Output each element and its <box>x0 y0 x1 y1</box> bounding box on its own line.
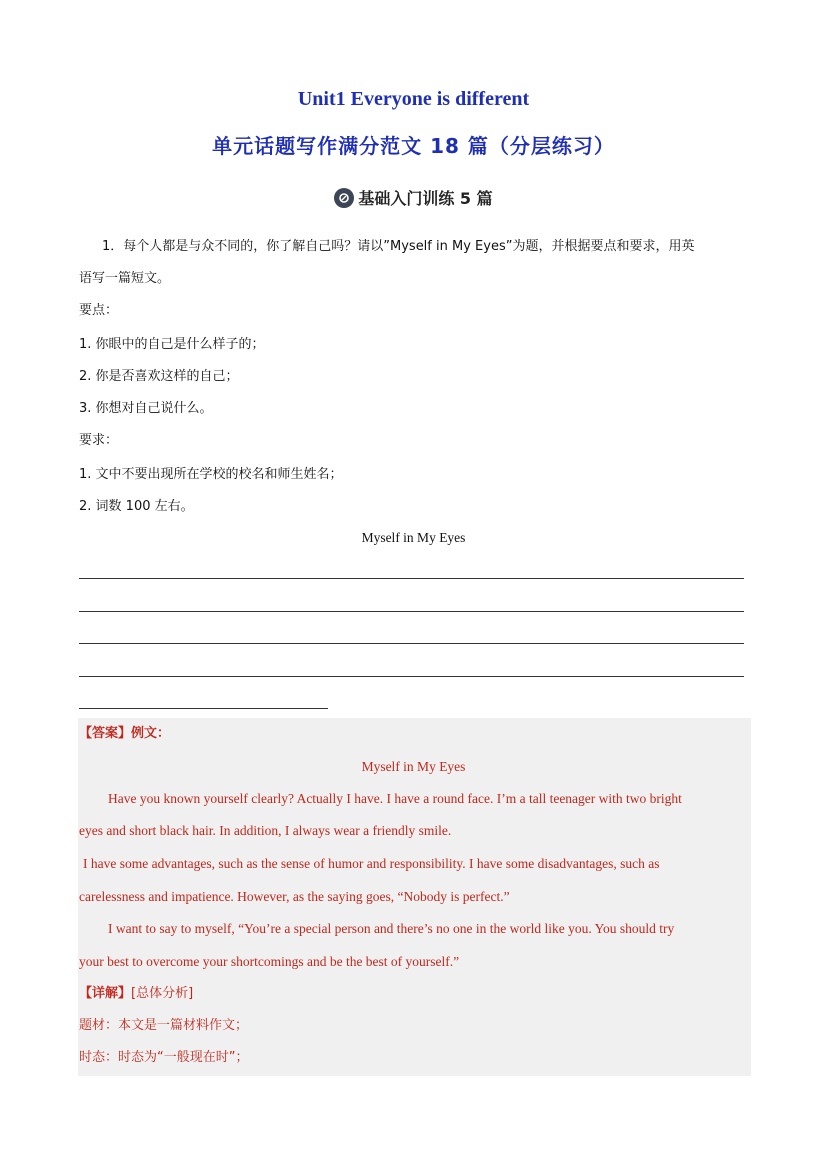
essay-title-prompt: Myself in My Eyes <box>361 530 466 545</box>
answer-label: 【答案】例文： <box>79 726 171 741</box>
writing-line <box>79 578 744 579</box>
title-chinese: 单元话题写作满分范文 18 篇（分层练习） <box>212 134 615 158</box>
question-line-1: 1．每个人都是与众不同的，你了解自己吗？请以”Myself in My Eyes”为题，并根据要点和要求，用英 <box>102 239 695 254</box>
detail-label: 【详解】 <box>79 986 132 1001</box>
answer-line: I want to say to myself, “You’re a special person and there’s no one in the world like you. You should try <box>108 921 675 936</box>
title-english: Unit1 Everyone is different <box>297 88 530 110</box>
requirement-item: 2. 词数 100 左右。 <box>79 499 194 514</box>
answer-line: eyes and short black hair. In addition, I always wear a friendly smile. <box>79 823 452 838</box>
detail-sub: [总体分析] <box>131 986 194 1001</box>
requirement-item: 1. 文中不要出现所在学校的校名和师生姓名； <box>79 467 343 482</box>
tense-line: 时态：时态为“一般现在时”； <box>79 1050 249 1065</box>
section-banner <box>0 186 827 209</box>
section-banner-text: 基础入门训练 5 篇 <box>358 189 493 208</box>
writing-line <box>79 643 744 644</box>
answer-line: Have you known yourself clearly? Actually I have. I have a round face. I’m a tall teenager with two bright <box>108 791 682 806</box>
answer-line: I have some advantages, such as the sense of humor and responsibility. I have some disadvantages, such as <box>83 856 660 871</box>
requirements-label: 要求： <box>79 433 119 448</box>
points-label: 要点： <box>79 303 119 318</box>
detail-heading <box>79 985 193 1003</box>
writing-line <box>79 611 744 612</box>
point-item: 1. 你眼中的自己是什么样子的； <box>79 337 265 352</box>
genre-line: 题材：本文是一篇材料作文； <box>79 1018 249 1033</box>
writing-line <box>79 676 744 677</box>
pencil-badge-icon <box>334 188 354 208</box>
answer-line: carelessness and impatience. However, as the saying goes, “Nobody is perfect.” <box>79 889 510 904</box>
answer-essay-title: Myself in My Eyes <box>361 759 466 774</box>
point-item: 2. 你是否喜欢这样的自己； <box>79 369 239 384</box>
answer-line: your best to overcome your shortcomings and be the best of yourself.” <box>79 954 460 969</box>
writing-line-short <box>79 708 328 709</box>
question-line-2: 语写一篇短文。 <box>79 271 171 286</box>
point-item: 3. 你想对自己说什么。 <box>79 401 213 416</box>
